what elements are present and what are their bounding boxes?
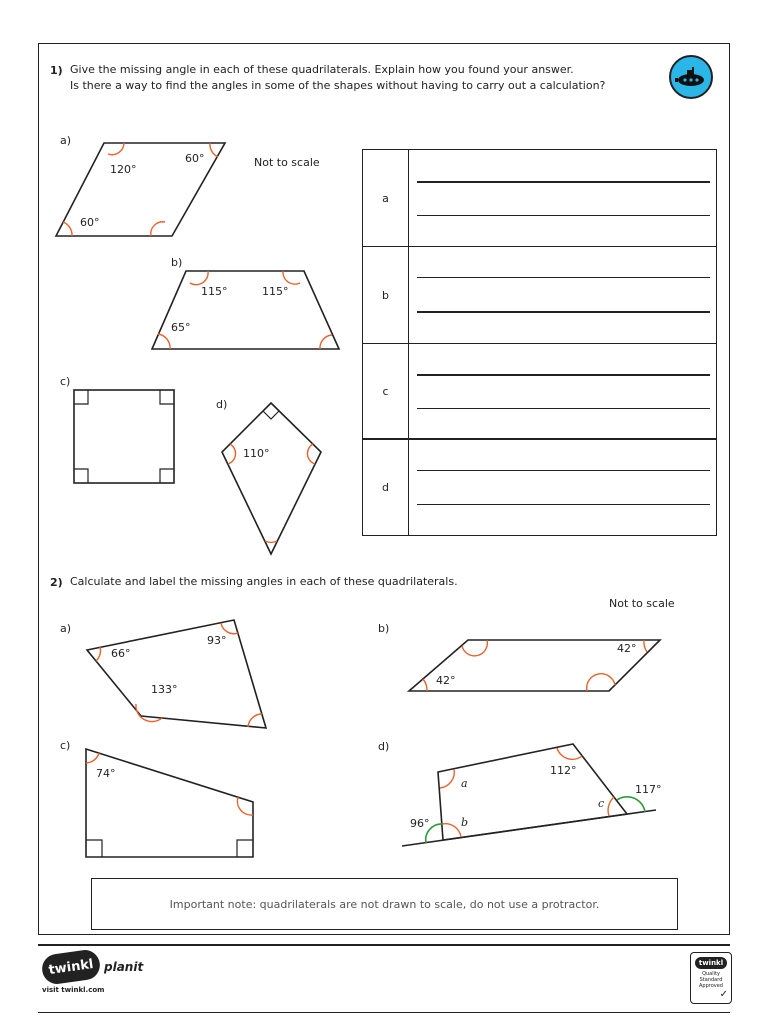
angle-arc bbox=[158, 334, 170, 349]
right-angle-mark bbox=[74, 390, 88, 404]
q1a-label: a) bbox=[60, 134, 72, 147]
footer-rule-bottom bbox=[38, 1012, 730, 1013]
q1d-label: d) bbox=[216, 398, 228, 411]
angle-label: 60° bbox=[185, 152, 205, 165]
q2-instruction: Calculate and label the missing angles in each of these quadrilaterals. bbox=[70, 575, 458, 588]
angle-label: 117° bbox=[635, 783, 662, 796]
angle-label: 65° bbox=[171, 321, 191, 334]
angle-arc bbox=[608, 797, 614, 816]
angle-label: 133° bbox=[151, 683, 178, 696]
angle-arc bbox=[190, 271, 208, 285]
badge-title: twinkl bbox=[695, 957, 727, 969]
angle-label: 74° bbox=[96, 767, 116, 780]
q2a-quadrilateral bbox=[87, 620, 266, 728]
q2a-label: a) bbox=[60, 622, 72, 635]
unknown-angle-letter: c bbox=[598, 797, 605, 810]
angle-arc bbox=[265, 541, 277, 542]
planit-brand: planit bbox=[104, 960, 144, 974]
q1b-trapezium bbox=[152, 271, 339, 349]
q2-not-to-scale: Not to scale bbox=[609, 597, 675, 610]
angle-label: 112° bbox=[550, 764, 577, 777]
angle-arc bbox=[423, 679, 427, 691]
angle-label: 115° bbox=[262, 285, 289, 298]
angle-label: 42° bbox=[617, 642, 637, 655]
angle-arc bbox=[96, 647, 101, 661]
q1c-label: c) bbox=[60, 375, 71, 388]
angle-arc bbox=[210, 143, 218, 157]
visit-link[interactable]: visit twinkl.com bbox=[42, 986, 105, 994]
quality-badge bbox=[690, 952, 732, 1004]
right-angle-mark bbox=[160, 390, 174, 404]
angle-label: 115° bbox=[201, 285, 228, 298]
angle-arc bbox=[86, 753, 99, 763]
q2-number: 2) bbox=[50, 576, 63, 589]
footer-rule bbox=[38, 944, 730, 946]
right-angle-mark bbox=[237, 840, 253, 857]
badge-line-1: Quality Standard bbox=[699, 971, 723, 983]
angle-arc bbox=[108, 143, 124, 155]
angle-label: 110° bbox=[243, 447, 270, 460]
right-angle-mark bbox=[74, 469, 88, 483]
right-angle-mark bbox=[86, 840, 102, 857]
twinkl-logo[interactable]: twinkl bbox=[40, 948, 102, 986]
angle-label: 93° bbox=[207, 634, 227, 647]
q1b-label: b) bbox=[171, 256, 183, 269]
badge-line-2: Approved bbox=[699, 983, 723, 989]
angle-label: 96° bbox=[410, 817, 430, 830]
angle-arc bbox=[644, 640, 647, 652]
q2c-quadrilateral bbox=[86, 749, 253, 857]
unknown-angle-letter: a bbox=[461, 777, 468, 790]
unknown-angle-letter: b bbox=[461, 816, 469, 829]
row-label: b bbox=[363, 247, 409, 343]
angle-arc bbox=[63, 222, 72, 236]
right-angle-mark bbox=[160, 469, 174, 483]
angle-arc bbox=[283, 271, 300, 284]
check-icon: ✓ bbox=[719, 989, 728, 1000]
angle-arc bbox=[151, 222, 165, 236]
q1-not-to-scale: Not to scale bbox=[254, 156, 320, 169]
angle-label: 60° bbox=[80, 216, 100, 229]
q2b-label: b) bbox=[378, 622, 390, 635]
angle-arc bbox=[320, 335, 332, 349]
angle-arc bbox=[307, 444, 315, 464]
q1-instruction-2: Is there a way to find the angles in some of the shapes without having to carry out a calculation? bbox=[70, 79, 606, 92]
angle-arc bbox=[136, 704, 162, 722]
angle-arc bbox=[442, 824, 461, 837]
angle-label: 120° bbox=[110, 163, 137, 176]
q1c-square bbox=[74, 390, 174, 483]
q2c-label: c) bbox=[60, 739, 71, 752]
important-note: Important note: quadrilaterals are not drawn to scale, do not use a protractor. bbox=[91, 878, 678, 930]
angle-label: 42° bbox=[436, 674, 456, 687]
q2d-label: d) bbox=[378, 740, 390, 753]
row-label: d bbox=[363, 440, 409, 535]
angle-arc bbox=[228, 444, 236, 464]
row-label: a bbox=[363, 150, 409, 246]
row-label: c bbox=[363, 344, 409, 438]
exterior-angle-arc bbox=[617, 797, 645, 812]
q1d-kite bbox=[222, 403, 321, 554]
angle-label: 66° bbox=[111, 647, 131, 660]
q1-number: 1) bbox=[50, 64, 63, 77]
angle-arc bbox=[248, 714, 262, 727]
q1-instruction-1: Give the missing angle in each of these quadrilaterals. Explain how you found your answer. bbox=[70, 63, 574, 76]
right-angle-mark bbox=[263, 411, 279, 419]
